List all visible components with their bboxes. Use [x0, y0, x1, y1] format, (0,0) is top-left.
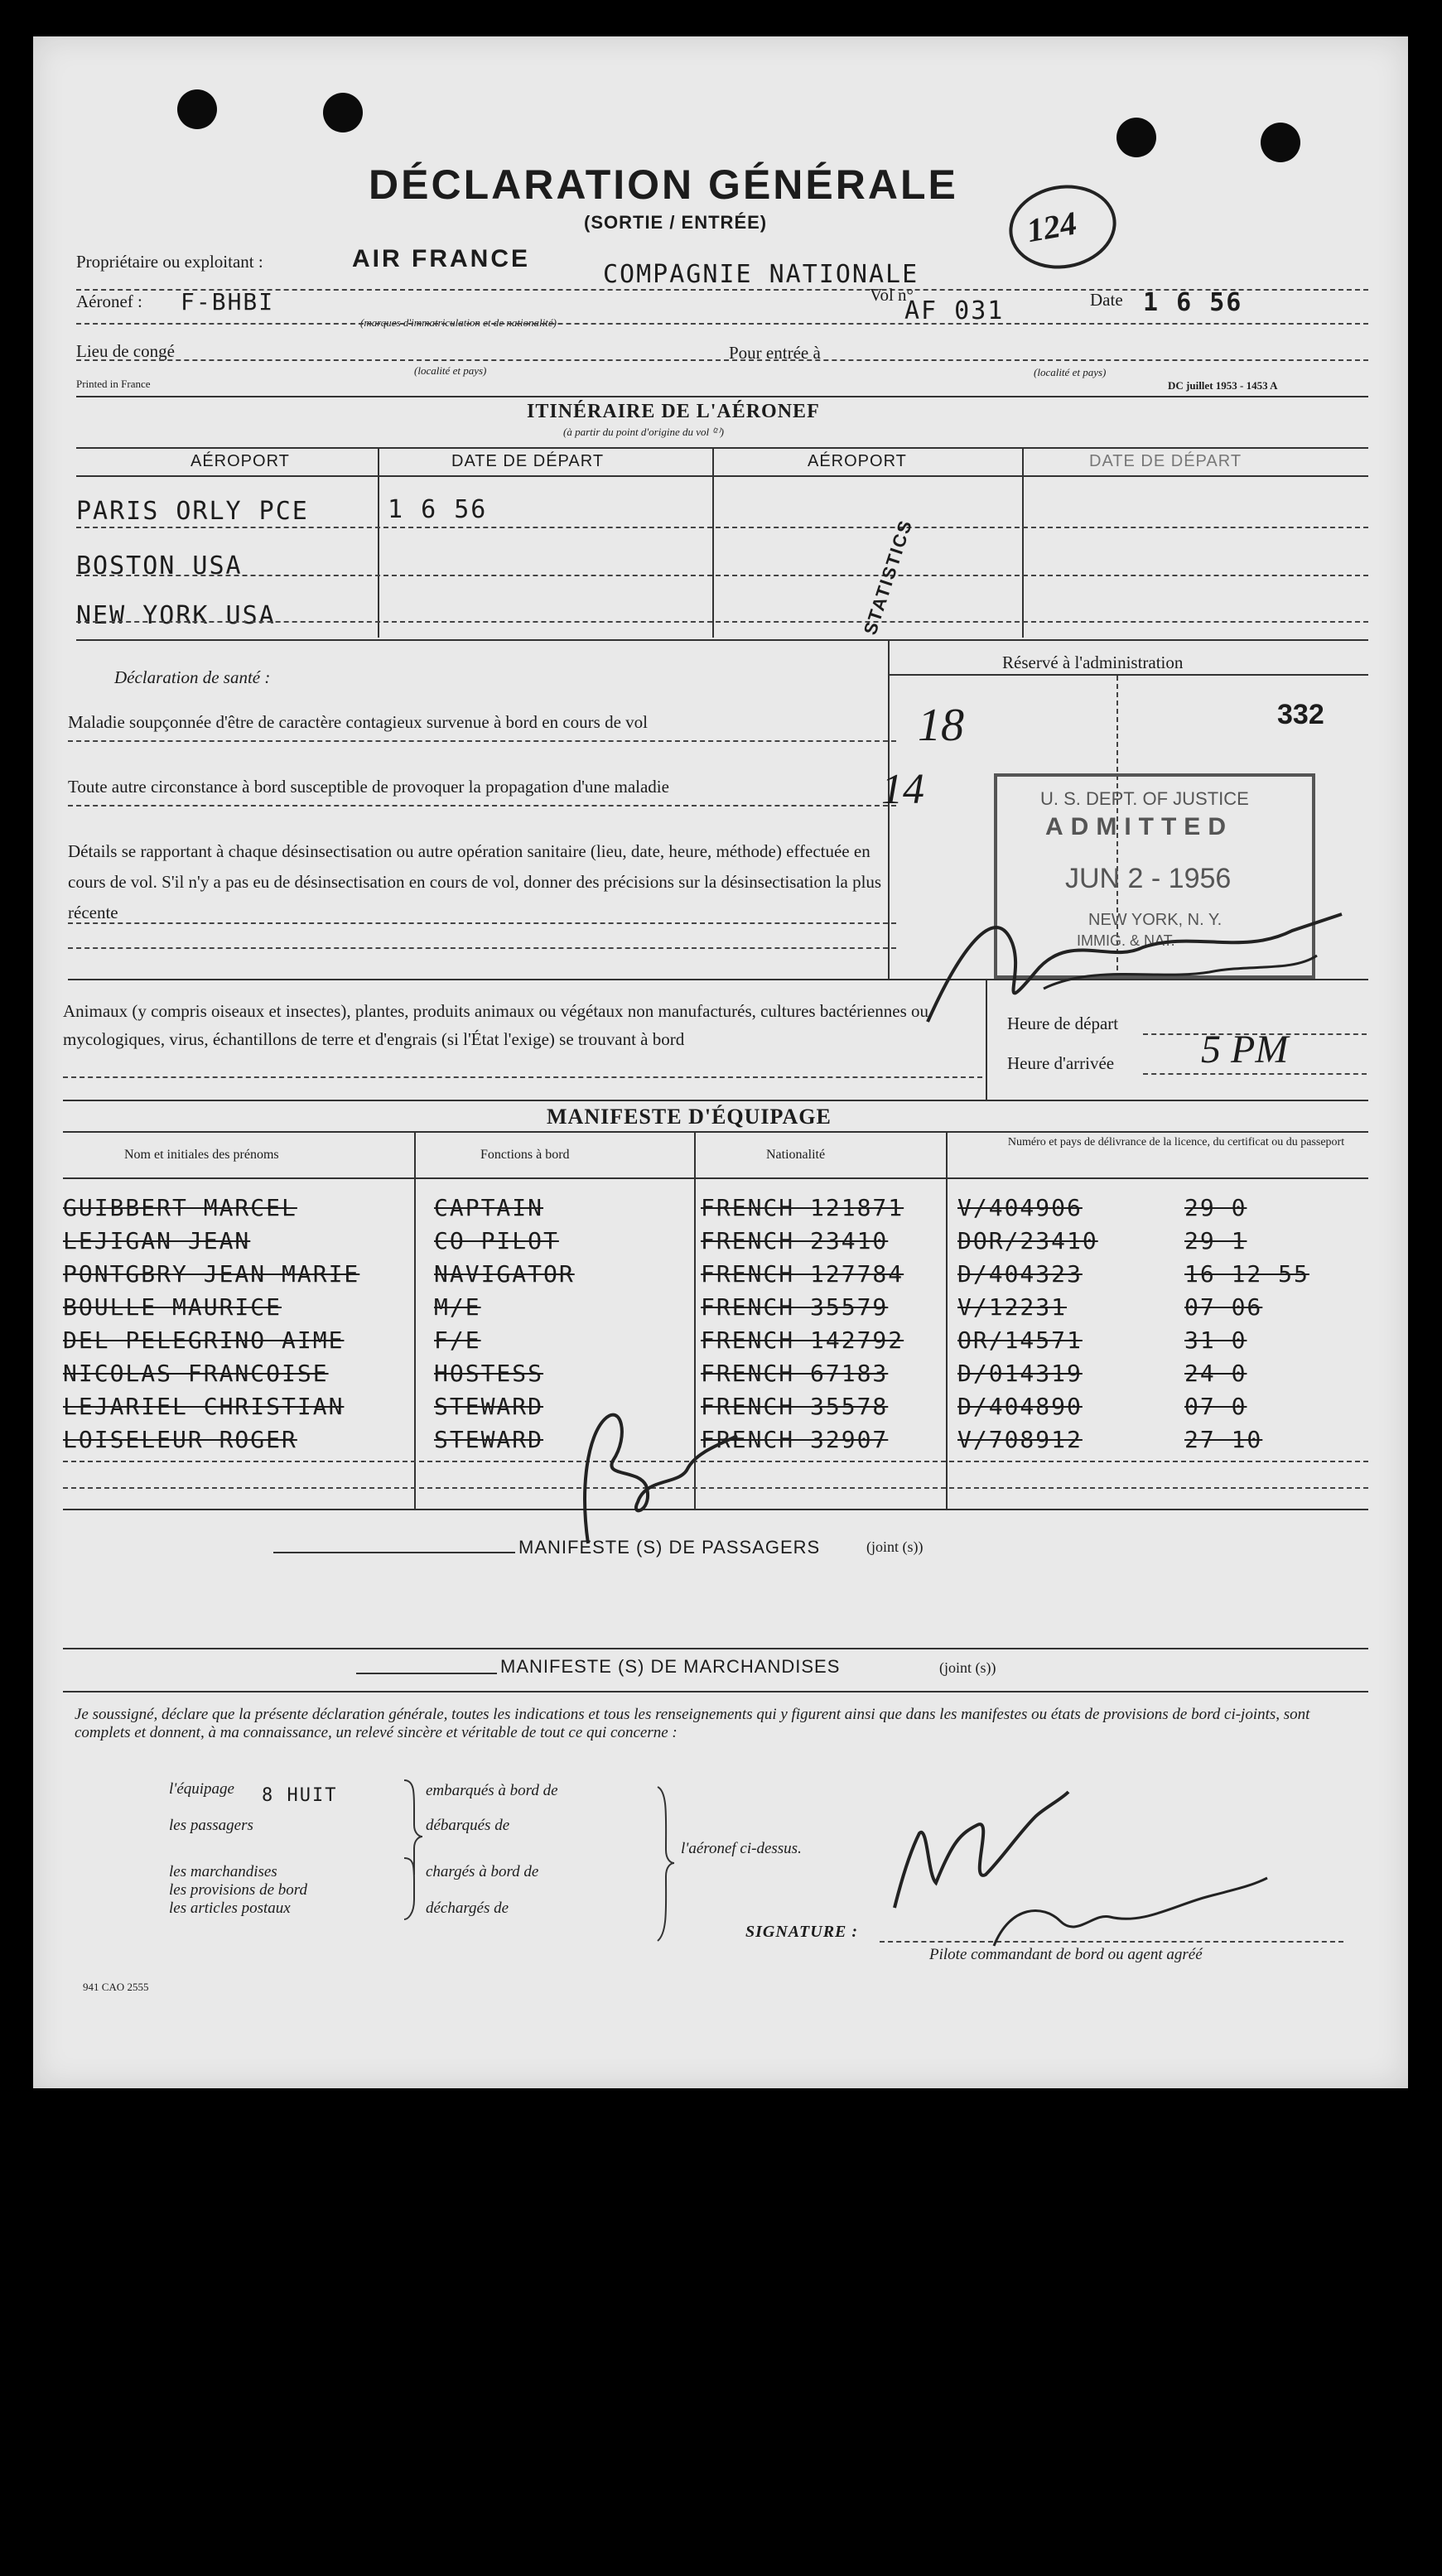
crew-license-date: 27 10: [1184, 1426, 1263, 1453]
statistics-stamp: STATISTICS: [859, 516, 917, 638]
decl-provisions-label: les provisions de bord: [169, 1881, 307, 1899]
crew-license: V/404906: [957, 1194, 1083, 1221]
aircraft-label: Aéronef :: [76, 291, 142, 311]
crew-license: D/014319: [957, 1360, 1083, 1387]
arrival-time-label: Heure d'arrivée: [1007, 1053, 1115, 1073]
crew-name: LOISELEUR ROGER: [63, 1426, 297, 1453]
admin-number: 332: [1277, 699, 1324, 730]
health-title: Déclaration de santé :: [114, 667, 271, 687]
date-value: 1 6 56: [1143, 288, 1243, 317]
health-paragraph-1: Maladie soupçonnée d'être de caractère contagieux survenue à bord en cours de vol: [68, 712, 648, 732]
brace-left: [398, 1775, 422, 1924]
arrival-time-value: 5 PM: [1201, 1028, 1289, 1071]
stamp-line-4: NEW YORK, N. Y.: [1088, 911, 1223, 929]
decl-load-label: chargés à bord de: [426, 1863, 539, 1880]
declaration-text: Je soussigné, déclare que la présente déclaration générale, toutes les indications et tous les renseignements qui y figurent ainsi que dans les manifestes ou états de provisions de bord ci-joints, sont complets et donnent, à ma connaissance, un relevé sincère et véritable de tout ce qui concerne :: [75, 1706, 1310, 1741]
flight-label: Vol n°: [870, 285, 914, 305]
itinerary-airport-3: NEW YORK USA: [76, 601, 276, 630]
owner-label: Propriétaire ou exploitant :: [76, 252, 263, 272]
signature-label: SIGNATURE :: [745, 1923, 859, 1941]
crew-name: NICOLAS FRANCOISE: [63, 1360, 329, 1387]
crew-license-date: 07 06: [1184, 1293, 1263, 1321]
health-paragraph-4: Animaux (y compris oiseaux et insectes), plantes, produits animaux ou végétaux non manufacturés, cultures bactériennes ou mycologiques, virus, échantillons de terre et d'engrais (si l'État l'exige) se trouvant à bord: [63, 1001, 929, 1049]
crew-role: STEWARD: [434, 1426, 544, 1453]
brace-right: [654, 1784, 679, 1949]
crew-signature: [563, 1386, 762, 1552]
stamp-line-5: IMMIG. & NAT.: [1077, 932, 1175, 949]
crew-license: DOR/23410: [957, 1227, 1098, 1254]
itinerary-title: ITINÉRAIRE DE L'AÉRONEF: [527, 401, 820, 422]
health-paragraph-2: Toute autre circonstance à bord susceptible de provoquer la propagation d'une maladie: [68, 777, 669, 797]
crew-header-role: Fonctions à bord: [480, 1148, 570, 1162]
health-paragraph-3: Détails se rapportant à chaque désinsectisation ou autre opération sanitaire (lieu, date, heure, méthode) effectuée en cours de vol. S'il n'y a pas eu de désinsectisation en cours de vol, donner des précisions sur la désinsectisation la plus récente: [68, 841, 882, 922]
aircraft-caption: (marques d'immatriculation et de nationalité): [360, 316, 557, 329]
decl-goods-label: les marchandises: [169, 1863, 277, 1880]
itinerary-header-date-2: DATE DE DÉPART: [1089, 452, 1242, 470]
crew-name: LEJARIEL CHRISTIAN: [63, 1393, 345, 1420]
crew-role: F/E: [434, 1327, 481, 1354]
punch-hole: [177, 89, 217, 129]
crew-license-date: 29 1: [1184, 1227, 1247, 1254]
crew-nationality: FRENCH 35579: [701, 1293, 889, 1321]
crew-role: NAVIGATOR: [434, 1260, 575, 1288]
itinerary-airport-2: BOSTON USA: [76, 551, 243, 580]
owner-value-2: COMPAGNIE NATIONALE: [603, 260, 919, 289]
crew-license: D/404890: [957, 1393, 1083, 1420]
punch-hole: [1116, 118, 1156, 157]
crew-name: DEL PELEGRINO AIME: [63, 1327, 345, 1354]
crew-nationality: FRENCH 121871: [701, 1194, 904, 1221]
crew-license: D/404323: [957, 1260, 1083, 1288]
crew-name: LEJIGAN JEAN: [63, 1227, 251, 1254]
crew-name: PONTGBRY JEAN MARIE: [63, 1260, 360, 1288]
decl-unload-label: déchargés de: [426, 1899, 509, 1917]
crew-license: V/708912: [957, 1426, 1083, 1453]
stamp-line-3: JUN 2 - 1956: [1065, 863, 1232, 894]
crew-name: BOULLE MAURICE: [63, 1293, 282, 1321]
corner-mark: 124: [1024, 204, 1080, 250]
crew-license-date: 24 0: [1184, 1360, 1247, 1387]
stamp-line-1: U. S. DEPT. OF JUSTICE: [1040, 788, 1249, 809]
owner-value: AIR FRANCE: [352, 245, 530, 272]
decl-aircraft-label: l'aéronef ci-dessus.: [681, 1840, 802, 1857]
cargo-title: MANIFESTE (S) DE MARCHANDISES: [500, 1656, 841, 1677]
pilot-caption: Pilote commandant de bord ou agent agréé: [929, 1946, 1203, 1963]
handwritten-circle-number: [1002, 176, 1122, 277]
cargo-suffix: (joint (s)): [939, 1659, 996, 1676]
handwritten-note-1: 18: [918, 700, 964, 751]
crew-role: M/E: [434, 1293, 481, 1321]
crew-role: STEWARD: [434, 1393, 544, 1420]
decl-crew-count: 8 HUIT: [262, 1785, 338, 1806]
crew-nationality: FRENCH 67183: [701, 1360, 889, 1387]
crew-license: V/12231: [957, 1293, 1068, 1321]
crew-header-name: Nom et initiales des prénoms: [124, 1148, 279, 1162]
crew-nationality: FRENCH 32907: [701, 1426, 889, 1453]
departure-place-label: Lieu de congé: [76, 341, 175, 361]
stamp-line-2: ADMITTED: [1045, 813, 1233, 840]
crew-nationality: FRENCH 142792: [701, 1327, 904, 1354]
crew-role: HOSTESS: [434, 1360, 544, 1387]
crew-role: CO PILOT: [434, 1227, 559, 1254]
itinerary-header-airport-1: AÉROPORT: [190, 452, 290, 470]
punch-hole: [323, 93, 363, 132]
crew-role: CAPTAIN: [434, 1194, 544, 1221]
crew-nationality: FRENCH 127784: [701, 1260, 904, 1288]
flight-number: AF 031: [904, 296, 1005, 325]
crew-nationality: FRENCH 35578: [701, 1393, 889, 1420]
punch-hole: [1261, 123, 1300, 162]
footer-code: 941 CAO 2555: [83, 1981, 149, 1993]
departure-place-caption: (localité et pays): [414, 364, 487, 377]
form-code: DC juillet 1953 - 1453 A: [1168, 379, 1278, 392]
decl-embark-label: embarqués à bord de: [426, 1782, 558, 1799]
printer-note: Printed in France: [76, 378, 151, 390]
entry-caption: (localité et pays): [1034, 366, 1107, 378]
departure-time-label: Heure de départ: [1007, 1014, 1119, 1033]
itinerary-date-1: 1 6 56: [388, 495, 488, 524]
passengers-suffix: (joint (s)): [866, 1538, 924, 1555]
itinerary-header-date-1: DATE DE DÉPART: [451, 452, 605, 470]
page-subtitle: (SORTIE / ENTRÉE): [584, 212, 768, 233]
decl-disembark-label: débarqués de: [426, 1817, 510, 1834]
admin-title: Réservé à l'administration: [1002, 652, 1184, 672]
passengers-title: MANIFESTE (S) DE PASSAGERS: [518, 1537, 821, 1558]
crew-license-date: 29 0: [1184, 1194, 1247, 1221]
crew-header-license: Numéro et pays de délivrance de la licence, du certificat ou du passeport: [1007, 1136, 1345, 1148]
page-title: DÉCLARATION GÉNÉRALE: [369, 161, 958, 208]
decl-passengers-label: les passagers: [169, 1817, 253, 1834]
crew-title: MANIFESTE D'ÉQUIPAGE: [547, 1105, 832, 1129]
decl-crew-label: l'équipage: [169, 1780, 234, 1798]
handwritten-note-2: 14: [881, 766, 924, 813]
aircraft-registration: F-BHBI: [181, 288, 275, 315]
document-page: [33, 36, 1408, 2088]
crew-license-date: 16 12 55: [1184, 1260, 1309, 1288]
itinerary-airport-1: PARIS ORLY PCE: [76, 497, 309, 526]
crew-header-nat: Nationalité: [766, 1148, 826, 1162]
crew-name: GUIBBERT MARCEL: [63, 1194, 297, 1221]
crew-nationality: FRENCH 23410: [701, 1227, 889, 1254]
itinerary-header-airport-2: AÉROPORT: [808, 452, 907, 470]
date-label: Date: [1090, 290, 1123, 310]
itinerary-subtitle: (à partir du point d'origine du vol ⁽²⁾): [563, 426, 724, 438]
crew-license-date: 07 0: [1184, 1393, 1247, 1420]
crew-license: OR/14571: [957, 1327, 1083, 1354]
crew-license-date: 31 0: [1184, 1327, 1247, 1354]
decl-mail-label: les articles postaux: [169, 1899, 291, 1917]
entry-label: Pour entrée à: [729, 343, 821, 363]
